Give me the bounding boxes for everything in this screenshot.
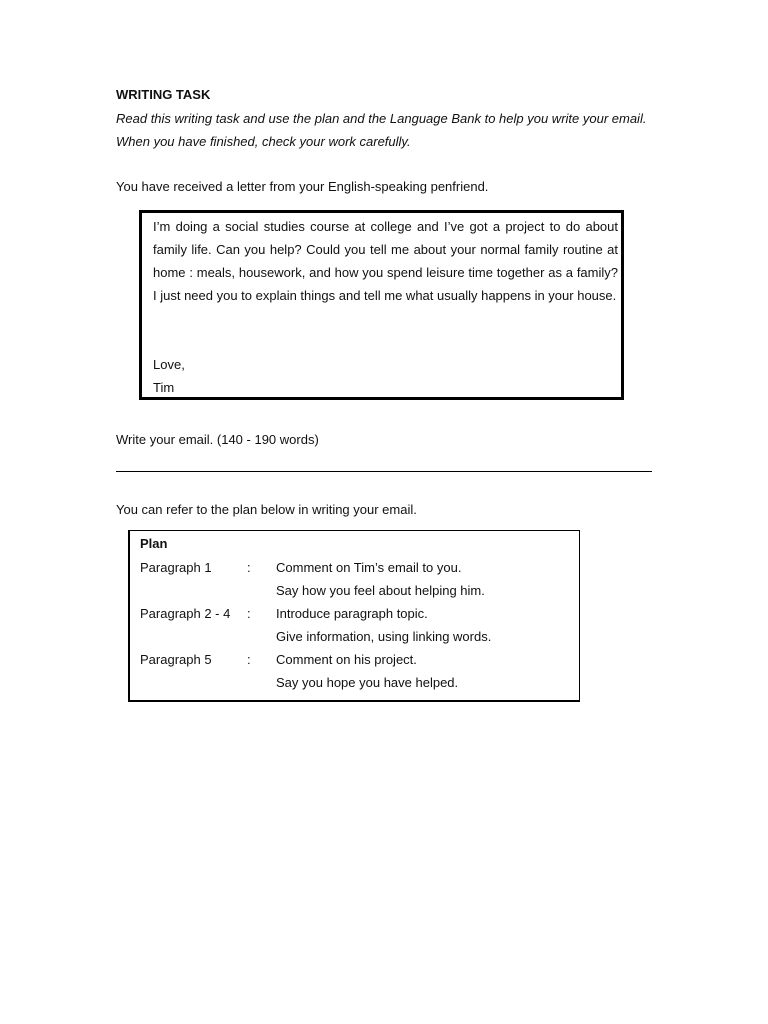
plan-row-colon: : (247, 560, 251, 575)
letter-signoff (153, 353, 185, 399)
divider-line (116, 471, 652, 472)
refer-text: You can refer to the plan below in writing your email. (116, 502, 417, 517)
letter-closing: Love, (153, 357, 185, 372)
plan-row-label: Paragraph 5 (140, 652, 212, 667)
plan-row-label: Paragraph 2 - 4 (140, 606, 231, 621)
plan-box (128, 530, 580, 702)
plan-row (130, 602, 579, 625)
page-title: WRITING TASK (116, 87, 211, 102)
plan-row-colon: : (247, 606, 251, 621)
plan-row (130, 579, 579, 602)
task-instructions: Read this writing task and use the plan and the Language Bank to help you write your email. When you have finished, check your work carefully. (116, 111, 647, 149)
plan-row-colon: : (247, 652, 251, 667)
letter-body: I’m doing a social studies course at college and I’ve got a project to do about family life. Can you help? Could you tell me about your normal family routine at home : meals, housework, and how you spend leisure time together as a family? I just need you to explain things and tell me what usually happens in your house. (153, 219, 618, 303)
plan-row-text: Introduce paragraph topic. (276, 606, 428, 621)
plan-row (130, 625, 579, 648)
plan-row-text: Give information, using linking words. (276, 629, 492, 644)
plan-row-label: Paragraph 1 (140, 560, 212, 575)
plan-row (130, 556, 579, 579)
plan-row (130, 671, 579, 694)
plan-row (130, 648, 579, 671)
plan-row-text: Comment on Tim’s email to you. (276, 560, 462, 575)
plan-row-text: Comment on his project. (276, 652, 417, 667)
letter-box (139, 210, 624, 400)
letter-signature: Tim (153, 380, 175, 395)
plan-row-text: Say how you feel about helping him. (276, 583, 485, 598)
task-intro: You have received a letter from your English-speaking penfriend. (116, 179, 489, 194)
plan-title: Plan (140, 536, 168, 551)
write-instruction: Write your email. (140 - 190 words) (116, 432, 319, 447)
plan-row-text: Say you hope you have helped. (276, 675, 459, 690)
